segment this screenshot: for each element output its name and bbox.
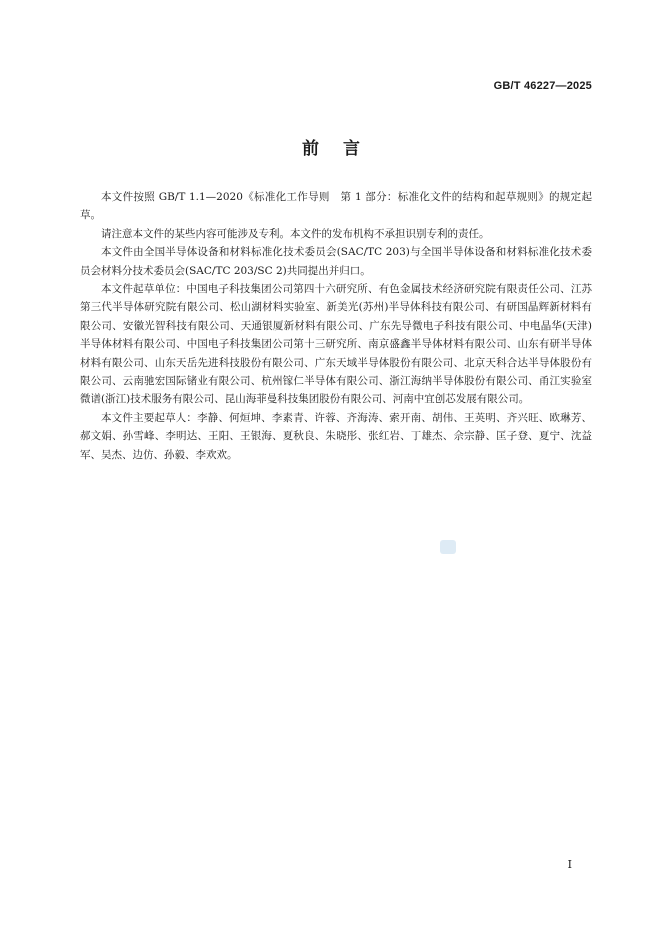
paragraph-proposer: 本文件由全国半导体设备和材料标准化技术委员会(SAC/TC 203)与全国半导体设备和材料标准化技术委员会材料分技术委员会(SAC/TC 203/SC 2)共同提出并归口。 [80,246,592,277]
paragraph-drafting-units: 本文件起草单位：中国电子科技集团公司第四十六研究所、有色金属技术经济研究院有限责任公司、江苏第三代半导体研究院有限公司、松山湖材料实验室、新美光(苏州)半导体科技有限公司、有研国晶辉新材料有限公司、安徽光智科技有限公司、天通银厦新材料有限公司、广东先导微电子科技有限公司、中电晶华(天津)半导体材料有限公司、中国电子科技集团公司第十三研究所、南京盛鑫半导体材料有限公司、山东有研半导体材料有限公司、山东天岳先进科技股份有限公司、广东天域半导体股份有限公司、北京天科合达半导体股份有限公司、云南驰宏国际锗业有限公司、杭州镓仁半导体有限公司、浙江海纳半导体股份有限公司、甬江实验室微谱(浙江)技术服务有限公司、昆山海菲曼科技集团股份有限公司、河南中宜创芯发展有限公司。 [80,283,592,406]
page-title: 前言 [302,139,384,159]
watermark-logo-icon [440,540,456,554]
paragraph-drafters: 本文件主要起草人：李静、何烜坤、李素青、许蓉、齐海涛、索开南、胡伟、王英明、齐兴旺、欧琳芳、郝文娟、孙雪峰、李明达、王阳、王银海、夏秋良、朱晓彤、张红岩、丁雄杰、佘宗静、匡子登、夏宁、沈益军、吴杰、边仿、孙毅、李欢欢。 [80,411,592,461]
paragraph-patent-notice: 请注意本文件的某些内容可能涉及专利。本文件的发布机构不承担识别专利的责任。 [101,227,490,240]
foreword-body [80,188,592,464]
page-number: I [567,858,572,871]
standard-code-header: GB/T 46227—2025 [493,80,592,92]
paragraph-drafting-rules: 本文件按照 GB/T 1.1—2020《标准化工作导则 第 1 部分：标准化文件的结构和起草规则》的规定起草。 [80,191,592,222]
